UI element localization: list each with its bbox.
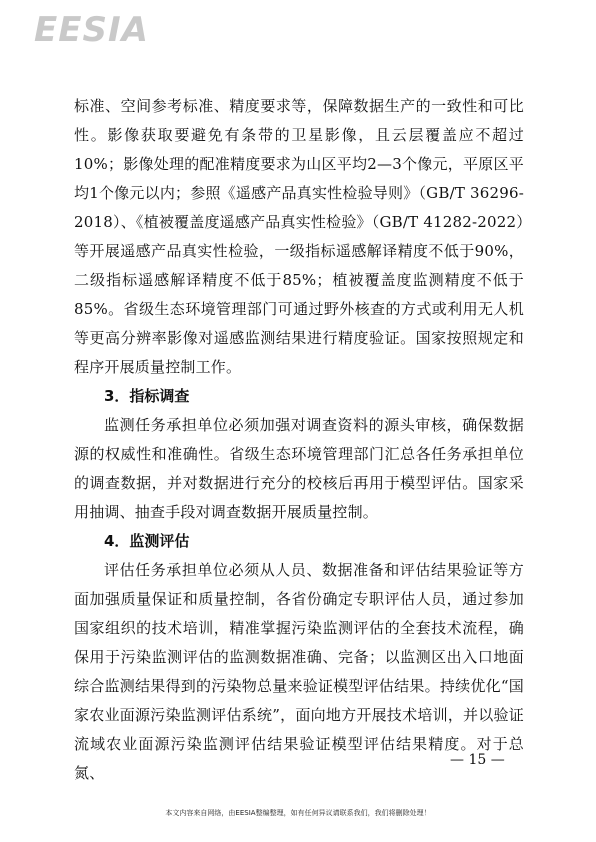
section-heading-3: 3．指标调查 <box>104 387 190 405</box>
body-paragraph-1: 标准、空间参考标准、精度要求等，保障数据生产的一致性和可比性。影像获取要避免有条带的卫星影像，且云层覆盖应不超过10%；影像处理的配准精度要求为山区平均2—3个像元，平原区平均1个像元以内；参照《遥感产品真实性检验导则》（GB/T 36296-2018）、《植被覆盖度遥感产品真实性检验》（GB/T 41282-2022）等开展遥感产品真实性检验，一级指标遥感解译精度不低于90%，二级指标遥感解译精度不低于85%；植被覆盖度监测精度不低于85%。省级生态环境管理部门可通过野外核查的方式或利用无人机等更高分辨率影像对遥感监测结果进行精度验证。国家按照规定和程序开展质量控制工作。 <box>74 97 524 376</box>
body-paragraph-2: 监测任务承担单位必须加强对调查资料的源头审核，确保数据源的权威性和准确性。省级生态环境管理部门汇总各任务承担单位的调查数据，并对数据进行充分的校核后再用于模型评估。国家采用抽调、抽查手段对调查数据开展质量控制。 <box>74 416 524 521</box>
body-paragraph-3: 评估任务承担单位必须从人员、数据准备和评估结果验证等方面加强质量保证和质量控制，各省份确定专职评估人员，通过参加国家组织的技术培训，精准掌握污染监测评估的全套技术流程，确保用于污染监测评估的监测数据准确、完备；以监测区出入口地面综合监测结果得到的污染物总量来验证模型评估结果。持续优化“国家农业面源污染监测评估系统”，面向地方开展技术培训，并以验证流域农业面源污染监测评估结果验证模型评估结果精度。对于总氮、 <box>74 561 524 782</box>
page-number: — 15 — <box>450 752 505 768</box>
section-heading-4: 4．监测评估 <box>104 532 190 550</box>
footer-disclaimer: 本文内容来自网络，由EESIA整编整理，如有任何异议请联系我们，我们将删除处理！ <box>165 809 431 817</box>
eesia-logo: EESIA <box>34 10 149 50</box>
document-body <box>74 92 524 788</box>
